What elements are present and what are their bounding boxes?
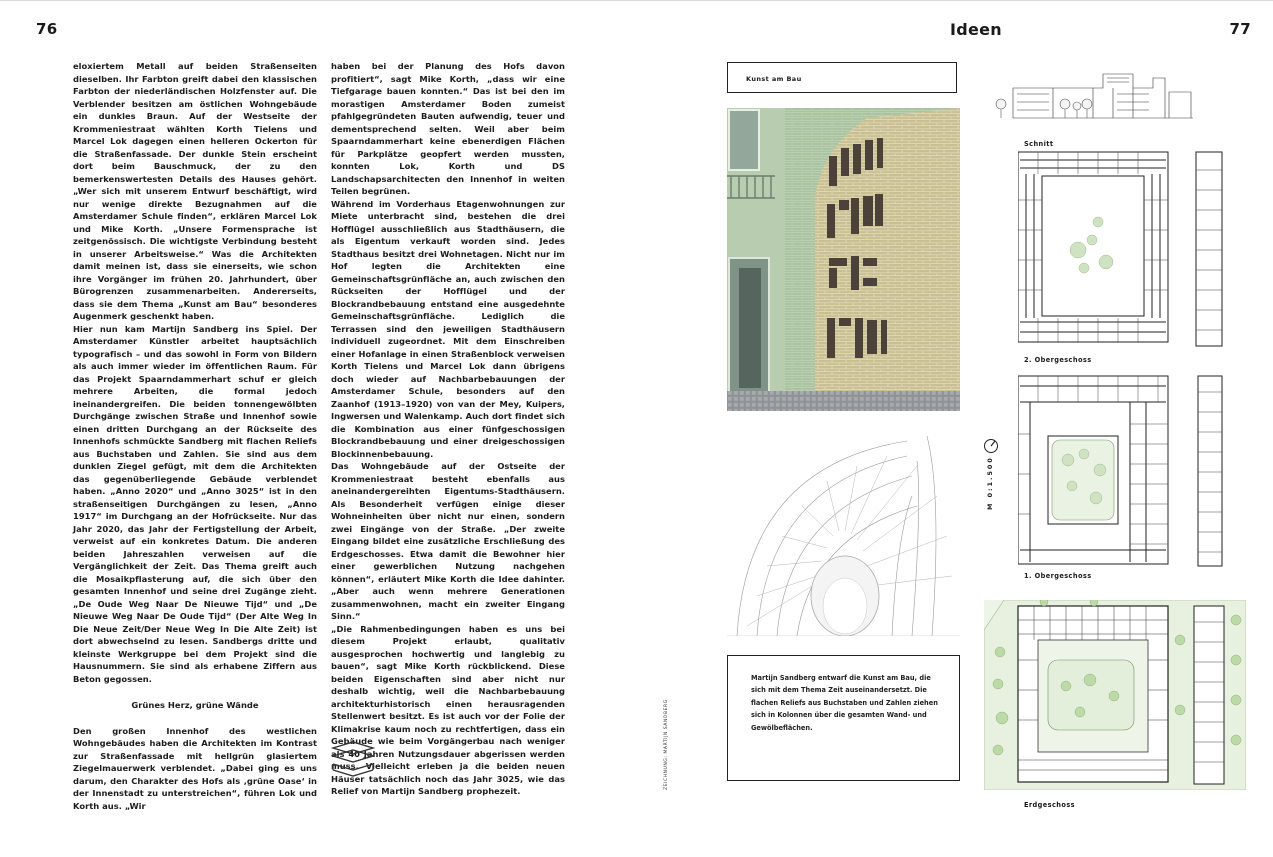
figure-label-box: Kunst am Bau: [727, 62, 957, 93]
figure-caption: Martijn Sandberg entwarf die Kunst am Bau, die sich mit dem Thema Zeit auseinandersetzt. Die flachen Reliefs aus Buchstaben und Zahlen ziehen sich in Kolonnen über die gesamten Wand- und Gewölbeflächen.: [727, 655, 960, 781]
section-title: Ideen: [950, 20, 1002, 39]
paragraph: Das Wohngebäude auf der Ostseite der Krommeniestraat besteht ebenfalls aus aneinandergereihten Eigentums-Stadthäusern. Als Besonderheit verfügen einige dieser Wohneinheiten über nicht nur einen, sondern zwei Eingänge von der Straße. „Der zweite Eingang bildet eine zusätzliche Erschließung des Erdgeschosses. Etwa damit die Bewohner hier einer gewerblichen Nutzung nachgehen können“, erläutert Mike Korth die Idee dahinter. „Aber auch wenn mehrere Generationen zusammenwohnen, macht ein zweiter Eingang Sinn.“: [331, 461, 565, 621]
plan-label-floor1: 1. Obergeschoss: [1024, 572, 1092, 580]
plan-label-ground: Erdgeschoss: [1024, 801, 1075, 809]
subheading: Grünes Herz, grüne Wände: [131, 700, 259, 710]
paragraph: eloxiertem Metall auf beiden Straßenseiten dieselben. Ihr Farbton greift dabei den klassischen Farbton der niederländischen Holzfenster auf. Die Verblender besitzen am östlichen Wohngebäude ein dunkles Braun. Auf der Westseite der Krommeniestraat wählten Korth Tielens und Marcel Lok dagegen einen helleren Ockerton für die Straßenfassade. Der dunkle Stein erscheint dort beim Bauschmuck, der zu den bemerkenswertesten Details des Hauses gehört. „Wer sich mit unserem Entwurf beschäftigt, wird nur wenige direkte Bezugnahmen auf die Amsterdamer Schule finden“, erklären Marcel Lok und Mike Korth. „Unsere Formensprache ist zeitgenössisch. Die wichtigste Verbindung besteht in unserer Arbeitsweise.“ Was die Architekten damit meinen ist, dass sie einerseits, wie schon ihre Vorgänger im frühen 20. Jahrhundert, über Bürogrenzen zusammenarbeiten. Andererseits, dass sie dem Thema „Kunst am Bau“ besonderes Augenmerk geschenkt haben.: [73, 61, 317, 321]
floor-plan-1: [1018, 374, 1230, 568]
plan-label-floor2: 2. Obergeschoss: [1024, 356, 1092, 364]
page-number-right: 77: [1229, 20, 1251, 38]
paragraph: Während im Vorderhaus Etagenwohnungen zur Miete unterbracht sind, bestehen die drei Hofflügel ausschließlich aus Stadthäusern, die als Eigentum verkauft worden sind. Jedes Stadthaus besitzt drei Wohnetagen. Nicht nur im Hof legten die Architekten eine Gemeinschaftsgrünfläche an, auch zwischen den Rückseiten der Hofflügel und der Blockrandbebauung entstand eine ausgedehnte Gemeinschaftsgrünfläche. Lediglich die Terrassen sind den jeweiligen Stadthäusern individuell zugeordnet. Mit dem Einschreiben einer Hofanlage in einen Straßenblock verweisen Korth Tielens und Marcel Lok dann übrigens doch wieder auf Nachbarbebauungen der Amsterdamer Schule, besonders auf den Zaanhof (1913–1920) von van der Mey, Kuipers, Ingwersen und Walenkamp. Auch dort findet sich die Kombination aus einer fünfgeschossigen Blockrandbebauung und einer dreigeschossigen Blockinnenbebauung.: [331, 198, 565, 459]
paragraph: haben bei der Planung des Hofs davon profitiert“, sagt Mike Korth, „dass wir eine Tiefgarage bauen konnten.“ Das ist bei den im morastigen Amsterdamer Boden zumeist pfahlgegründeten Bauten aufwendig, teuer und dementsprechend selten. Weil aber beim Spaarndammerhart keine ebenerdigen Flächen für Parkplätze geopfert werden mussten, konnten Lok, Korth und DS Landschapsarchitecten den Innenhof in weiten Teilen begrünen.: [331, 61, 565, 196]
floor-plan-2: [1018, 150, 1230, 348]
drawing-credit: ZEICHNUNG: MARTIJN SANDBERG: [664, 699, 669, 790]
text-column-1: [73, 60, 317, 812]
paragraph: Hier nun kam Martijn Sandberg ins Spiel. Der Amsterdamer Künstler arbeitet hauptsächlich typografisch – und das sowohl in Form von Bildern als auch immer wieder im öffentlichen Raum. Für das Projekt Spaarndammerhart schuf er gleich mehrere Arbeiten, die formal jedoch ineinandergreifen. Die beiden tonnengewölbten Durchgänge zwischen Straße und Innenhof sowie einen dritten Durchgang an der Rückseite des Innenhofs schmückte Sandberg mit flachen Reliefs aus Buchstaben und Zahlen. Sie sind aus dem dunklen Ziegel gefügt, mit dem die Architekten das gegenüberliegende Gebäude verblendet haben. „Anno 2020“ und „Anno 3025“ ist in den straßenseitigen Durchgängen zu lesen, „Anno 1917“ im Durchgang an der Hofrückseite. Nur das Jahr 2020, das Jahr der Fertigstellung der Arbeit, verweist auf ein konkretes Datum. Die anderen beiden Jahreszahlen verweisen auf die Vergänglichkeit der Zeit. Das Thema greift auch die Mosaikpflasterung auf, die sich über den gesamten Innenhof und seine drei Zugänge zieht. „De Oude Weg Naar De Nieuwe Tijd“ und „De Nieuwe Weg Naar De Oude Tijd“ (Der Alte Weg In Die Neue Zeit/Der Neue Weg In Die Alte Zeit) ist dort abwechselnd zu lesen. Sandbergs dritte und kleinste Werkgruppe bei dem Projekt sind die Hausnummern. Sie sind als erhabene Ziffern aus Beton gegossen.: [73, 323, 317, 684]
plan-label-section: Schnitt: [1024, 140, 1054, 148]
section-drawing: [993, 66, 1193, 122]
top-rule: [0, 0, 1273, 1]
ground-floor-plan: [984, 600, 1246, 790]
north-arrow-icon: [983, 438, 999, 454]
paragraph: Den großen Innenhof des westlichen Wohngebäudes haben die Architekten im Kontrast zur Straßenfassade mit hellgrün glasiertem Ziegelmauerwerk verblendet. „Dabei ging es uns darum, den Charakter des Hofs als ‚grüne Oase‘ in der Innenstadt zu unterstreichen“, führen Lok und Korth aus. „Wir: [73, 725, 317, 811]
text-column-2: [331, 60, 565, 798]
paragraph: „Die Rahmenbedingungen haben es uns bei diesem Projekt erlaubt, qualitativ ausgesprochen hochwertig und langlebig zu bauen“, sagt Mike Korth rückblickend. Diese beiden Eigenschaften sind aber nicht nur deshalb wichtig, weil die Nachbarbebauung architekturhistorisch einen herausragenden Stellenwert besitzt. Es ist auch vor der Folie der Klimakrise kaum noch zu rechtfertigen, dass ein Gebäude wie beim Vorgängerbau nach weniger als 40 Jahren Nutzungsdauer abgerissen werden muss. Vielleicht erleben ja die beiden neuen Häuser tatsächlich noch das Jahr 3025, wie das Relief von Martijn Sandberg prophezeit.: [331, 623, 565, 796]
scale-label: M 0:1.500: [986, 456, 994, 510]
page-number-left: 76: [36, 20, 58, 38]
courtyard-photo: [727, 108, 960, 411]
tunnel-drawing: [727, 436, 960, 636]
magazine-logo: [331, 740, 375, 782]
